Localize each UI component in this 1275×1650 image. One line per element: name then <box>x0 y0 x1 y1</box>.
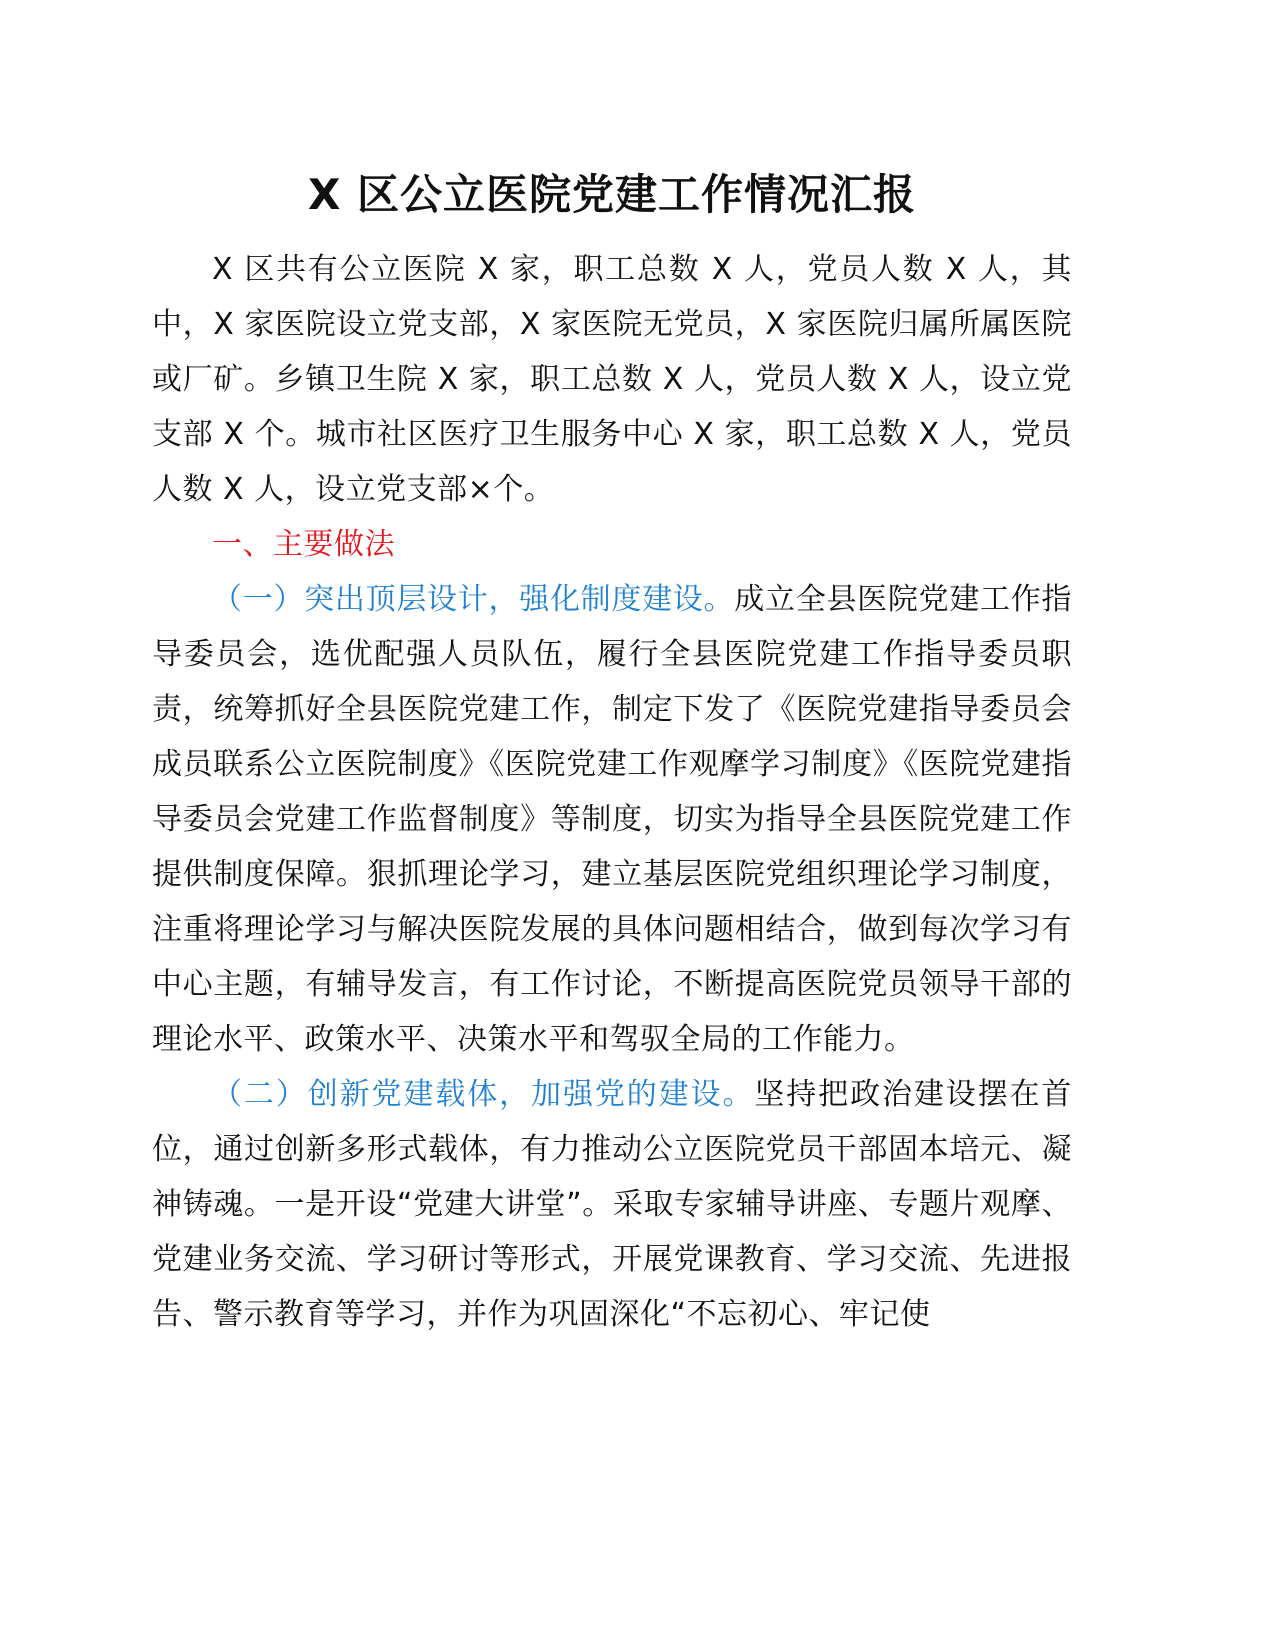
subsection-1-paragraph <box>152 572 1072 1067</box>
section-heading-main-practices: 一、主要做法 <box>212 527 395 562</box>
intro-paragraph: X 区共有公立医院 X 家，职工总数 X 人，党员人数 X 人，其中，X 家医院设立党支部，X 家医院无党员，X 家医院归属所属医院或厂矿。乡镇卫生院 X 家，职工总数 X 人，党员人数 X 人，设立党支部 X 个。城市社区医疗卫生服务中心 X 家，职工总数 X 人，党员人数 X 人，设立党支部×个。 <box>152 252 1072 507</box>
subsection-1-heading: （一）突出顶层设计，强化制度建设。 <box>212 582 735 617</box>
subsection-2-heading: （二）创新党建载体，加强党的建设。 <box>212 1077 755 1112</box>
subsection-2-paragraph <box>152 1067 1072 1342</box>
subsection-2-body: 坚持把政治建设摆在首位，通过创新多形式载体，有力推动公立医院党员干部固本培元、凝神铸魂。一是开设“党建大讲堂”。采取专家辅导讲座、专题片观摩、党建业务交流、学习研讨等形式，开展党课教育、学习交流、先进报告、警示教育等学习，并作为巩固深化“不忘初心、牢记使 <box>152 1077 1073 1332</box>
subsection-1-body: 成立全县医院党建工作指导委员会，选优配强人员队伍，履行全县医院党建工作指导委员职责，统筹抓好全县医院党建工作，制定下发了《医院党建指导委员会成员联系公立医院制度》《医院党建工作观摩学习制度》《医院党建指导委员会党建工作监督制度》等制度，切实为指导全县医院党建工作提供制度保障。狠抓理论学习，建立基层医院党组织理论学习制度，注重将理论学习与解决医院发展的具体问题相结合，做到每次学习有中心主题，有辅导发言，有工作讨论，不断提高医院党员领导干部的理论水平、政策水平、决策水平和驾驭全局的工作能力。 <box>152 582 1073 1057</box>
document-page <box>152 160 1072 1342</box>
document-title: X 区公立医院党建工作情况汇报 <box>307 170 916 219</box>
